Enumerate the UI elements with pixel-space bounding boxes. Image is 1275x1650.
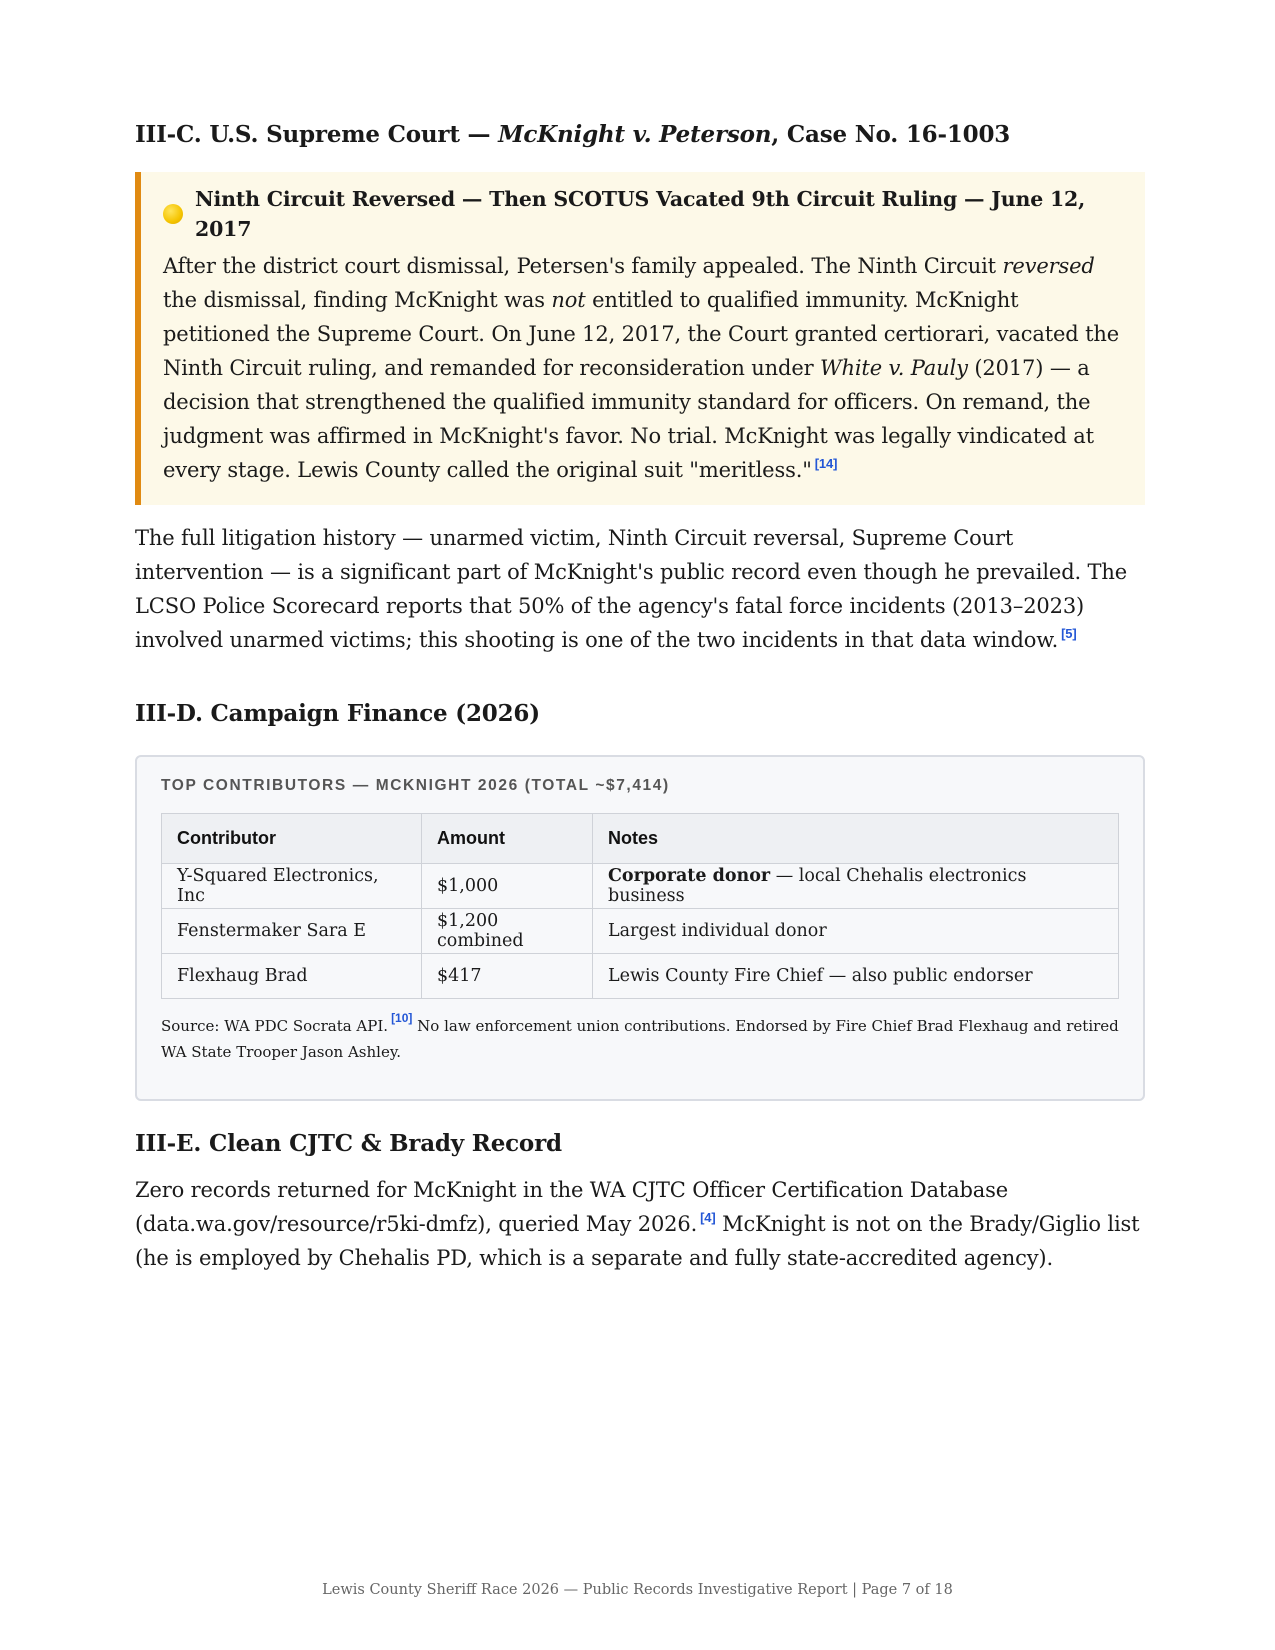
callout-title: Ninth Circuit Reversed — Then SCOTUS Vacated 9th Circuit Ruling — June 12, 2017 <box>195 187 1086 241</box>
report-page <box>135 118 1145 1275</box>
amount-cell: $1,000 <box>422 864 593 909</box>
page-footer: Lewis County Sheriff Race 2026 — Public Records Investigative Report | Page 7 of 18 <box>322 1582 953 1598</box>
contributors-box <box>135 755 1145 1101</box>
citation-link-4[interactable]: [4] <box>700 1210 716 1225</box>
table-row <box>162 954 1119 999</box>
amount-cell: $1,200 combined <box>422 909 593 954</box>
table-row <box>162 864 1119 909</box>
contributor-cell: Fenstermaker Sara E <box>162 909 422 954</box>
notes-cell: Lewis County Fire Chief — also public endorser <box>593 954 1119 999</box>
litigation-history-paragraph: The full litigation history — unarmed victim, Ninth Circuit reversal, Supreme Court intervention — is a significant part of McKnight's public record even though he prevailed. The LCSO Police Scorecard reports that 50% of the agency's fatal force incidents (2013–2023) involved unarmed victims; this shooting is one of the two incidents in that data window. [5] <box>135 526 1128 652</box>
contributor-cell: Flexhaug Brad <box>162 954 422 999</box>
ruling-callout <box>135 172 1145 505</box>
section-heading-supreme-court: III-C. U.S. Supreme Court — McKnight v. Peterson, Case No. 16-1003 <box>135 121 1011 148</box>
contributor-cell: Y-Squared Electronics, Inc <box>162 864 422 909</box>
citation-link-5[interactable]: [5] <box>1061 626 1077 641</box>
citation-link-14[interactable]: [14] <box>814 456 838 471</box>
citation-link-10[interactable]: [10] <box>391 1011 413 1025</box>
section-heading-campaign-finance: III-D. Campaign Finance (2026) <box>135 700 540 727</box>
section-heading-cjtc-brady: III-E. Clean CJTC & Brady Record <box>135 1130 562 1157</box>
contributors-table <box>161 813 1119 999</box>
notes-cell: Corporate donor — local Chehalis electronics business <box>593 864 1119 909</box>
column-header-amount: Amount <box>422 814 593 864</box>
yellow-circle-icon <box>163 204 183 224</box>
contributors-box-title: TOP CONTRIBUTORS — MCKNIGHT 2026 (TOTAL ~$7,414) <box>161 777 670 794</box>
notes-cell: Largest individual donor <box>593 909 1119 954</box>
case-name: McKnight v. Peterson <box>498 121 772 148</box>
table-header-row <box>162 814 1119 864</box>
column-header-contributor: Contributor <box>162 814 422 864</box>
amount-cell: $417 <box>422 954 593 999</box>
table-row <box>162 909 1119 954</box>
cjtc-paragraph: Zero records returned for McKnight in the WA CJTC Officer Certification Database (data.wa.gov/resource/r5ki-dmfz), queried May 2026. [4] McKnight is not on the Brady/Giglio list (he is employed by Chehalis PD, which is a separate and fully state-accredited agency). <box>135 1178 1140 1270</box>
source-note: Source: WA PDC Socrata API. [10] No law enforcement union contributions. Endorsed by Fire Chief Brad Flexhaug and retired WA State Trooper Jason Ashley. <box>161 1011 1119 1061</box>
callout-header <box>163 184 1125 244</box>
column-header-notes: Notes <box>593 814 1119 864</box>
callout-body: After the district court dismissal, Petersen's family appealed. The Ninth Circuit reversed the dismissal, finding McKnight was not entitled to qualified immunity. McKnight petitioned the Supreme Court. On June 12, 2017, the Court granted certiorari, vacated the Ninth Circuit ruling, and remanded for reconsideration under White v. Pauly (2017) — a decision that strengthened the qualified immunity standard for officers. On remand, the judgment was affirmed in McKnight's favor. No trial. McKnight was legally vindicated at every stage. Lewis County called the original suit "meritless." [14] <box>163 254 1120 482</box>
